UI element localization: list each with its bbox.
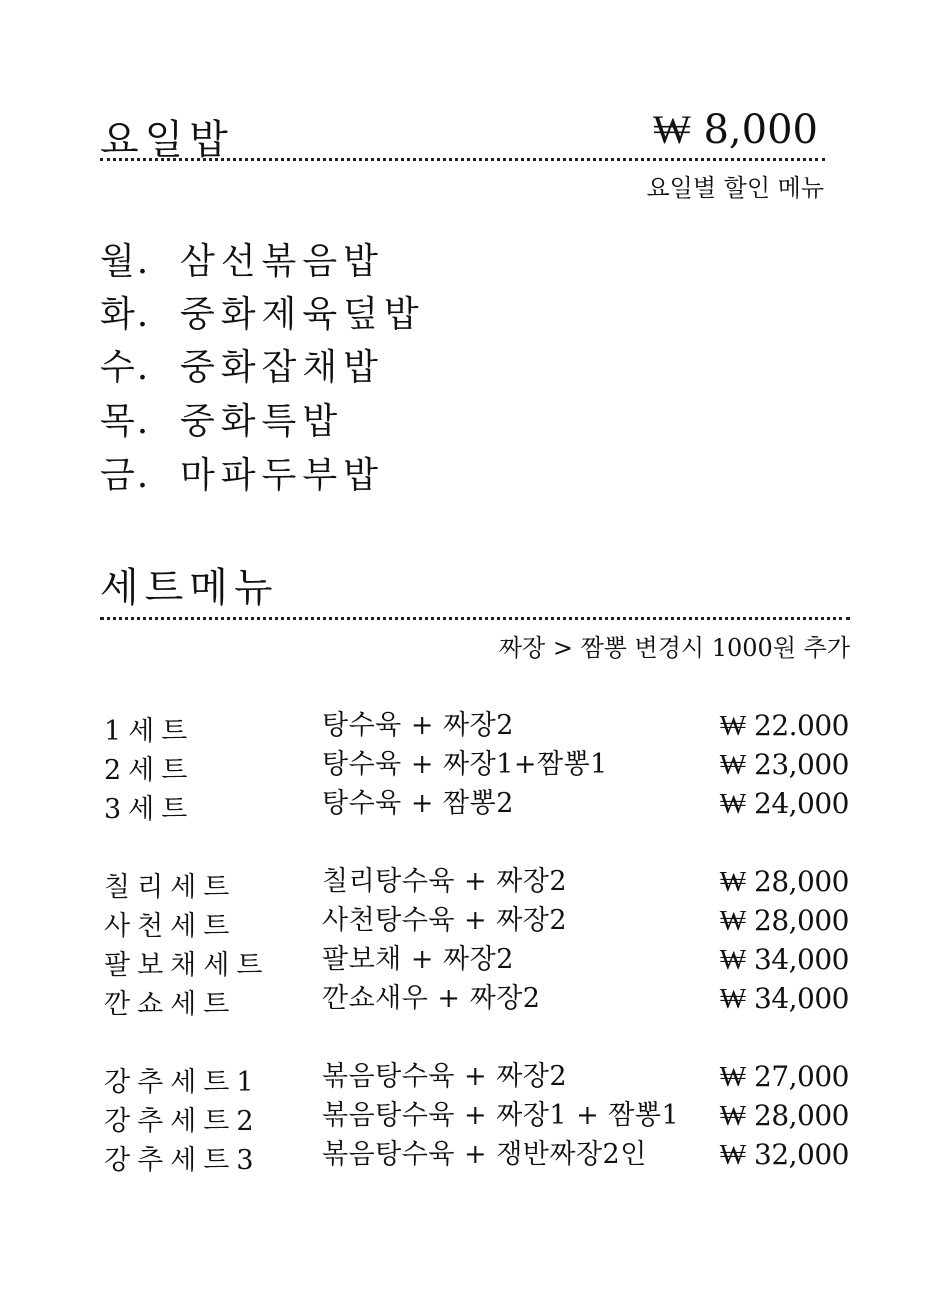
daily-menu-title: 요일밥 [100, 117, 234, 163]
set-desc: 칠리탕수육 + 짜장2 [322, 866, 568, 897]
set-desc: 탕수육 + 짜장2 [322, 710, 514, 741]
day-dish: 중화특밥 [180, 401, 344, 442]
day-label: 화. [100, 294, 151, 335]
daily-divider [100, 158, 825, 161]
set-row [104, 745, 849, 784]
set-price: ₩ 23,000 [719, 748, 849, 781]
daily-item [100, 289, 425, 341]
set-row [104, 901, 849, 940]
set-price: ₩ 22.000 [719, 709, 849, 742]
set-price: ₩ 28,000 [719, 865, 849, 898]
set-name: 2세트 [104, 755, 195, 786]
set-row [104, 706, 849, 745]
daily-menu-note: 요일별 할인 메뉴 [646, 174, 824, 202]
set-row [104, 979, 849, 1018]
set-name: 팔보채세트 [104, 950, 270, 981]
set-row [104, 862, 849, 901]
set-price: ₩ 24,000 [719, 787, 849, 820]
set-name: 칠리세트 [104, 872, 237, 903]
set-desc: 볶음탕수육 + 짜장1 + 짬뽕1 [322, 1100, 680, 1131]
set-price: ₩ 34,000 [719, 982, 849, 1015]
set-name: 3세트 [104, 794, 195, 825]
set-desc: 탕수육 + 짜장1+짬뽕1 [322, 749, 608, 780]
daily-item [100, 396, 343, 448]
set-desc: 볶음탕수육 + 쟁반짜장2인 [322, 1139, 647, 1170]
set-price: ₩ 27,000 [719, 1060, 849, 1093]
day-label: 목. [100, 401, 151, 442]
set-row [104, 784, 849, 823]
day-dish: 중화잡채밥 [180, 347, 384, 388]
set-divider [100, 617, 850, 620]
set-desc: 탕수육 + 짬뽕2 [322, 788, 514, 819]
set-row [104, 1057, 849, 1096]
daily-item [100, 342, 384, 394]
set-desc: 팔보채 + 짜장2 [322, 944, 514, 975]
day-dish: 마파두부밥 [180, 455, 384, 496]
set-price: ₩ 28,000 [719, 904, 849, 937]
set-row [104, 1135, 849, 1174]
daily-item [100, 236, 384, 288]
set-price: ₩ 32,000 [719, 1138, 849, 1171]
set-desc: 깐쇼새우 + 짜장2 [322, 983, 541, 1014]
set-name: 강추세트1 [104, 1067, 261, 1098]
daily-menu-price: ₩ 8,000 [653, 107, 818, 153]
set-name: 1세트 [104, 716, 195, 747]
day-label: 수. [100, 347, 151, 388]
day-label: 월. [100, 241, 151, 282]
day-label: 금. [100, 455, 151, 496]
set-price: ₩ 28,000 [719, 1099, 849, 1132]
set-menu-title: 세트메뉴 [100, 565, 279, 611]
set-name: 강추세트2 [104, 1106, 261, 1137]
set-name: 사천세트 [104, 911, 237, 942]
set-name: 깐쇼세트 [104, 989, 237, 1020]
set-desc: 볶음탕수육 + 짜장2 [322, 1061, 568, 1092]
set-name: 강추세트3 [104, 1145, 261, 1176]
set-desc: 사천탕수육 + 짜장2 [322, 905, 568, 936]
set-row [104, 1096, 849, 1135]
set-row [104, 940, 849, 979]
day-dish: 중화제육덮밥 [180, 294, 425, 335]
daily-item [100, 450, 384, 502]
day-dish: 삼선볶음밥 [180, 241, 384, 282]
set-price: ₩ 34,000 [719, 943, 849, 976]
set-menu-note: 짜장 > 짬뽕 변경시 1000원 추가 [498, 634, 850, 662]
